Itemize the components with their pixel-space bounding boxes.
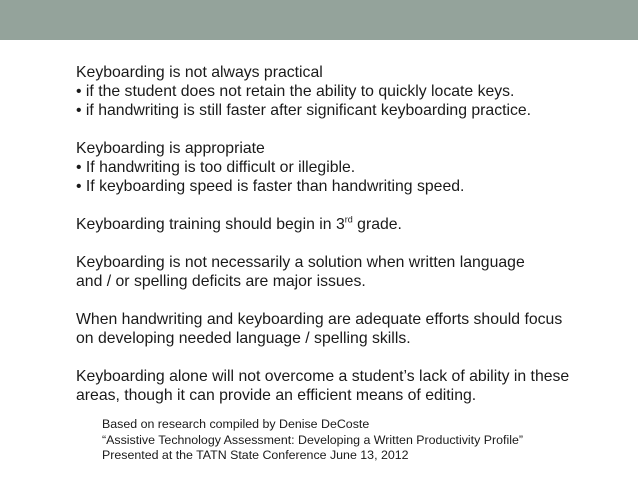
training-text-end: grade. [352, 216, 402, 233]
bullet-item: • if the student does not retain the ability to quickly locate keys. [76, 83, 515, 100]
not-practical-heading: Keyboarding is not always practical [76, 64, 323, 81]
footnote-line: Presented at the TATN State Conference June 13, 2012 [102, 448, 409, 462]
slide-body [76, 63, 596, 405]
source-footnote [102, 417, 602, 464]
header-bar [0, 0, 638, 40]
training-statement [76, 215, 596, 234]
alone-line: Keyboarding alone will not overcome a student’s lack of ability in these [76, 368, 570, 385]
alone-line: areas, though it can provide an efficient means of editing. [76, 387, 477, 404]
bullet-item: • If handwriting is too difficult or illegible. [76, 159, 356, 176]
solution-line: and / or spelling deficits are major issues. [76, 273, 366, 290]
appropriate-section [76, 139, 596, 196]
adequate-line: on developing needed language / spelling skills. [76, 330, 411, 347]
adequate-line: When handwriting and keyboarding are adequate efforts should focus [76, 311, 563, 328]
footnote-line: “Assistive Technology Assessment: Developing a Written Productivity Profile” [102, 432, 524, 447]
adequate-section [76, 310, 596, 348]
bullet-item: • If keyboarding speed is faster than handwriting speed. [76, 178, 465, 195]
solution-section [76, 253, 596, 291]
training-section [76, 215, 596, 234]
appropriate-heading: Keyboarding is appropriate [76, 140, 265, 157]
bullet-item: • if handwriting is still faster after significant keyboarding practice. [76, 102, 532, 119]
ordinal-suffix: rd [344, 214, 353, 225]
training-text: Keyboarding training should begin in 3 [76, 216, 345, 233]
not-practical-section [76, 63, 596, 120]
alone-section [76, 367, 596, 405]
footnote-line: Based on research compiled by Denise DeCoste [102, 417, 370, 431]
solution-line: Keyboarding is not necessarily a solution when written language [76, 254, 525, 271]
